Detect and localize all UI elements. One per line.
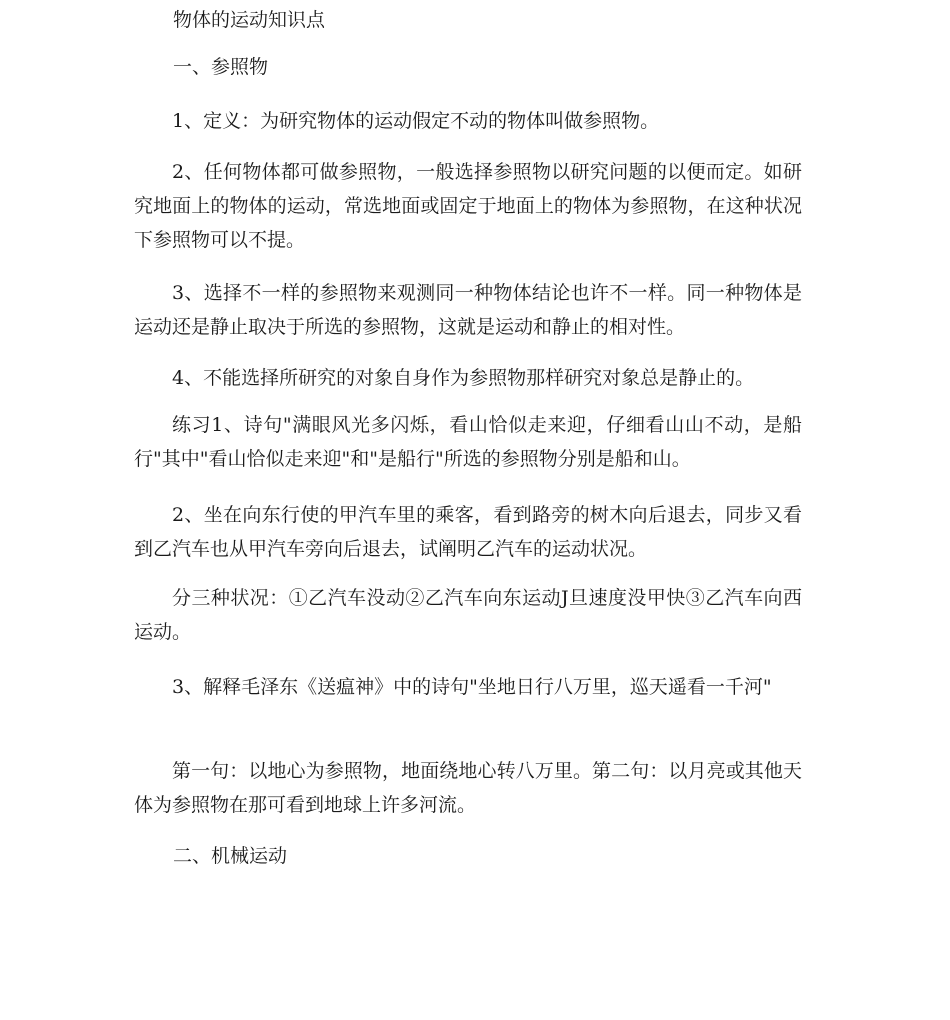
paragraph-exercise-3: 3、解释毛泽东《送瘟神》中的诗句"坐地日行八万里，巡天遥看一千河": [172, 676, 772, 698]
paragraph-relativity: 3、选择不一样的参照物来观测同一种物体结论也许不一样。同一种物体是运动还是静止取决于所选的参照物，这就是运动和静止的相对性。: [134, 282, 802, 338]
document-title: 物体的运动知识点: [173, 9, 326, 31]
paragraph-any-object: 2、任何物体都可做参照物，一般选择参照物以研究问题的以便而定。如研究地面上的物体的运动，常选地面或固定于地面上的物体为参照物，在这种状况下参照物可以不提。: [134, 161, 802, 251]
section-heading-mechanical-motion: 二、机械运动: [173, 845, 288, 867]
paragraph-exercise-1: 练习1、诗句"满眼风光多闪烁，看山恰似走来迎，仔细看山山不动，是船行"其中"看山恰似走来迎"和"是船行"所选的参照物分别是船和山。: [134, 414, 802, 470]
paragraph-three-cases: 分三种状况：①乙汽车没动②乙汽车向东运动J旦速度没甲快③乙汽车向西运动。: [134, 587, 802, 643]
paragraph-exercise-2: 2、坐在向东行使的甲汽车里的乘客，看到路旁的树木向后退去，同步又看到乙汽车也从甲汽车旁向后退去，试阐明乙汽车的运动状况。: [134, 504, 802, 560]
paragraph-explanation: 第一句：以地心为参照物，地面绕地心转八万里。第二句：以月亮或其他天体为参照物在那可看到地球上许多河流。: [134, 760, 802, 816]
paragraph-definition: 1、定义：为研究物体的运动假定不动的物体叫做参照物。: [172, 110, 660, 132]
paragraph-self-reference: 4、不能选择所研究的对象自身作为参照物那样研究对象总是静止的。: [172, 367, 755, 389]
section-heading-reference: 一、参照物: [173, 56, 269, 78]
